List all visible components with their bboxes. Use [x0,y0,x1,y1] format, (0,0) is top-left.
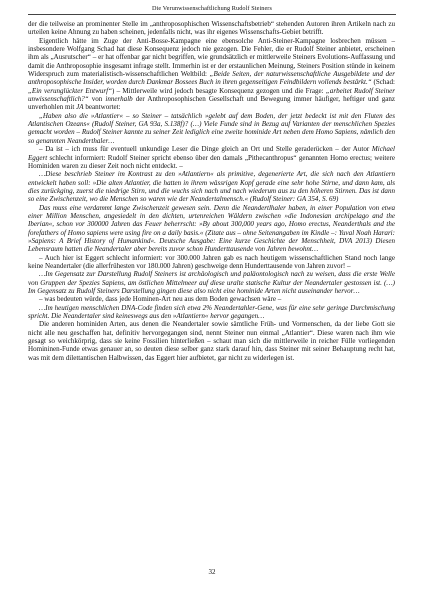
paragraph: – was bedeuten würde, dass jede Hominen-Art neu aus dem Boden gewachsen wäre – [39,295,282,304]
page-number: 32 [208,568,216,576]
paragraph: „Haben also die »Atlantier« – so Steiner – tatsächlich »gelebt auf dem Boden, der jetzt bedeckt ist mit den Fluten des Atlantischen Ozeans« (Rudolf Steiner, GA 93a, S.138f)? (…) Viele Funde sind in Bezug auf Varianten der menschlichen Spezies gemacht worden – Rudolf Steiner kannte zu seiner Zeit lediglich eine zweite hominide Art neben dem Homo Sapiens, nämlich den so genannten Neanderthaler… [28,111,395,145]
paragraph: …Im heutigen menschlichen DNA-Code finden sich etwa 2% Neandertahler-Gene, was für eine sehr geringe Durchmischung spricht. Die Neandertaler sind keineswegs aus den »Atlantiern« hervor gegangen… [28,303,395,321]
paragraph: …Im Gegensatz zur Darstellung Rudolf Steiners ist archäologisch und paläontologisch nach zu weisen, dass die erste Welle von Gruppen der Spezies Sapiens, am östlichen Mittelmeer auf diese uralte statische Kultur der Neandertaler gestossen ist. (…) Im Gegensatz zu Rudolf Steiners Darstellung gingen diese also nicht eine hominide Arten nicht auseinander hervor… [28,270,395,295]
body-text [28,20,395,362]
paragraph: – Auch hier ist Eggert schlecht informiert: vor 300.000 Jahren gab es nach heutigem wissenschaftlichen Stand noch lange keine Neandertaler (die allerfrühesten vor 180.000 Jahren) geschweige denn Hunderttausende von Jahren zuvor! – [28,253,395,270]
paragraph: Die anderen hominiden Arten, aus denen die Neandertaler sowie sämtliche Früh- und Vormenschen, da der liebe Gott sie nicht alle neu geschaffen hat, definitiv hervorgegangen sind, nennt Steiner nun einmal „Atlantier“. Diese waren nach ihm wie gesagt so weichkörprig, dass sie keine Fossilien hinterließen – schaut man sich die mittlerweile in reicher Fülle vorliegenden Homininen-Funde etwas genauer an, so deuten diese selber ganz stark darauf hin, dass Steiner mit seiner Behauptung recht hat, was mit dem dilettantischen Halbwissen, das Eggert hier aufbietet, gar nicht zu widerlegen ist. [28,320,395,362]
paragraph: – Da ist – ich muss für eventuell unkundige Leser die Dinge gleich an Ort und Stelle geraderücken – der Autor Michael Eggert schlecht informiert: Rudolf Steiner spricht ebenso über den damals „Pithecanthropus“ genannten Homo erectus; weitere Hominiden waren zu dieser Zeit noch nicht entdeckt. – [28,145,395,170]
running-head: Die Verunwissenschaftlichung Rudolf Steiners [152,5,272,12]
header-rule [28,14,396,15]
paragraph: Das muss eine verdammt lange Zwischenzeit gewesen sein. Denn die Neandertlhaler haben, in einer Population von etwa einer Million Menschen, angesiedelt in den dichten, urtenreichen Wäldern zwischen »die Indonesian archipelago and the Iberian«, schon vor 300000 Jahren das Feuer beherrscht: »By about 300,000 years ago, Homo erectus, Neanderthals and the forefathers of Homo sapiens were using fire on a daily basis.« (Zitate aus – ohne Seitenangaben im Kindle –: Yuval Noah Harari: »Sapiens: A Brief History of Humankind«. Deutsche Ausgabe: Eine kurze Geschichte der Menschheit, DVA 2013) Diesen Lebensraum hatten die Neandertaler aber bereits zuvor schon Hunderttausende von Jahren bewohnt… [28,203,395,254]
paragraph: …Diese beschrieb Steiner im Kontrast zu den »Atlantiern« als primitive, degenerierte Art, die sich nach den Atlantiern entwickelt haben soll: »Die alten Atlantier, die hatten in ihrem wässrigen Kopf gerade eine sehr hohe Stirne, und dann kam, als dies zurückging, zuerst die niedrige Stirn, und die wuchs sich nach und nach wiederum aus zu den höheren Stirnen. Das ist dann so eine Zwischenzeit, wo die Menschen so waren wie der Neandertalmensch.« (Rudolf Steiner: GA 354, S. 69) [28,170,395,204]
paragraph: der die teilweise an prominenter Stelle im „anthroposophischen Wissenschaftsbetrieb“ stehenden Autoren ihren Artikeln nach zu urteilen keine Ahnung zu haben scheinen, jedenfalls nicht, was ihr eigenes Wissenschafts-Gebiet betrifft. [28,20,395,37]
paragraph: Eigentlich hätte im Zuge der Anti-Bosse-Kampagne eine ebensolche Anti-Steiner-Kampagne losbrechen müssen – insbesondere Wolfgang Schad hat diese Konsequenz jedoch nie gezogen. Die Fehler, die er Rudolf Steiner anbietet, erscheinen ihm als „Ausrutscher“ – er hat offenbar gar nicht begriffen, wie grundsätzlich er mittlerweile Steiners Evolutions-Auffassung und damit die Anthroposophie insgesamt infrage stellt. Immerhin ist er der erstaunlichen Meinung, Steiners Position stünde in keinem Widerspruch zum materialistisch-wissenschaftlichen Weltbild: „Beide Seiten, der naturwissenschaftliche Ausgebildete und der anthroposophische Insider, worden durch Dankmar Bossees Buch in ihren gegenseitigen Feindbildern vollends bestärkt.“ (Schad: „Ein verunglückter Entwurf“) – Mittlerweile wird jedoch besagte Konsequenz gezogen und die Frage: „arbeitet Rudolf Steiner unwissenschaftlich?“ von innerhalb der Anthroposophischen Gesellschaft und Bewegung immer häufiger, heftiger und ganz unverhohlen mit JA beantwortet: [28,36,395,112]
